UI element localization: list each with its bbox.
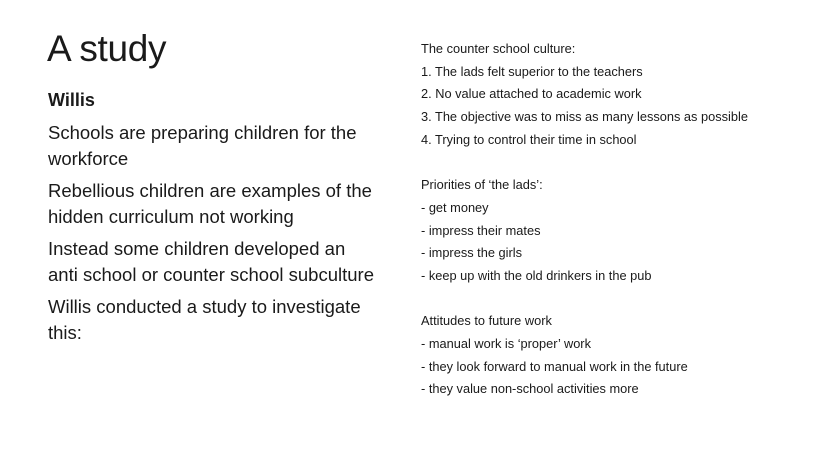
right-column — [421, 38, 821, 401]
list-item: - manual work is ‘proper’ work — [421, 335, 591, 351]
slide-title: A study — [47, 28, 167, 69]
list-item: - keep up with the old drinkers in the pub — [421, 267, 652, 283]
left-heading: Willis — [48, 90, 95, 110]
list-item: 3. The objective was to miss as many lessons as possible — [421, 109, 748, 125]
paragraph-rebellious: Rebellious children are examples of the hidden curriculum not working — [48, 180, 372, 227]
list-item: 2. No value attached to academic work — [421, 86, 642, 102]
section-heading-counter-culture: The counter school culture: — [421, 41, 576, 56]
paragraph-workforce: Schools are preparing children for the workforce — [48, 122, 357, 169]
list-item: 1. The lads felt superior to the teachers — [421, 63, 643, 79]
section-heading-attitudes: Attitudes to future work — [421, 313, 552, 329]
paragraph-subculture: Instead some children developed an anti school or counter school subculture — [48, 238, 374, 285]
spacer — [421, 288, 821, 311]
list-item: - impress their mates — [421, 222, 541, 238]
paragraph-study: Willis conducted a study to investigate this: — [48, 296, 361, 343]
list-item: - they look forward to manual work in the future — [421, 358, 688, 374]
section-heading-priorities: Priorities of ‘the lads’: — [421, 177, 543, 193]
spacer — [421, 151, 821, 174]
list-item: - impress the girls — [421, 245, 522, 261]
left-column — [48, 89, 378, 352]
list-item: - they value non-school activities more — [421, 381, 639, 397]
list-item: - get money — [421, 199, 489, 215]
list-item: 4. Trying to control their time in school — [421, 131, 637, 147]
